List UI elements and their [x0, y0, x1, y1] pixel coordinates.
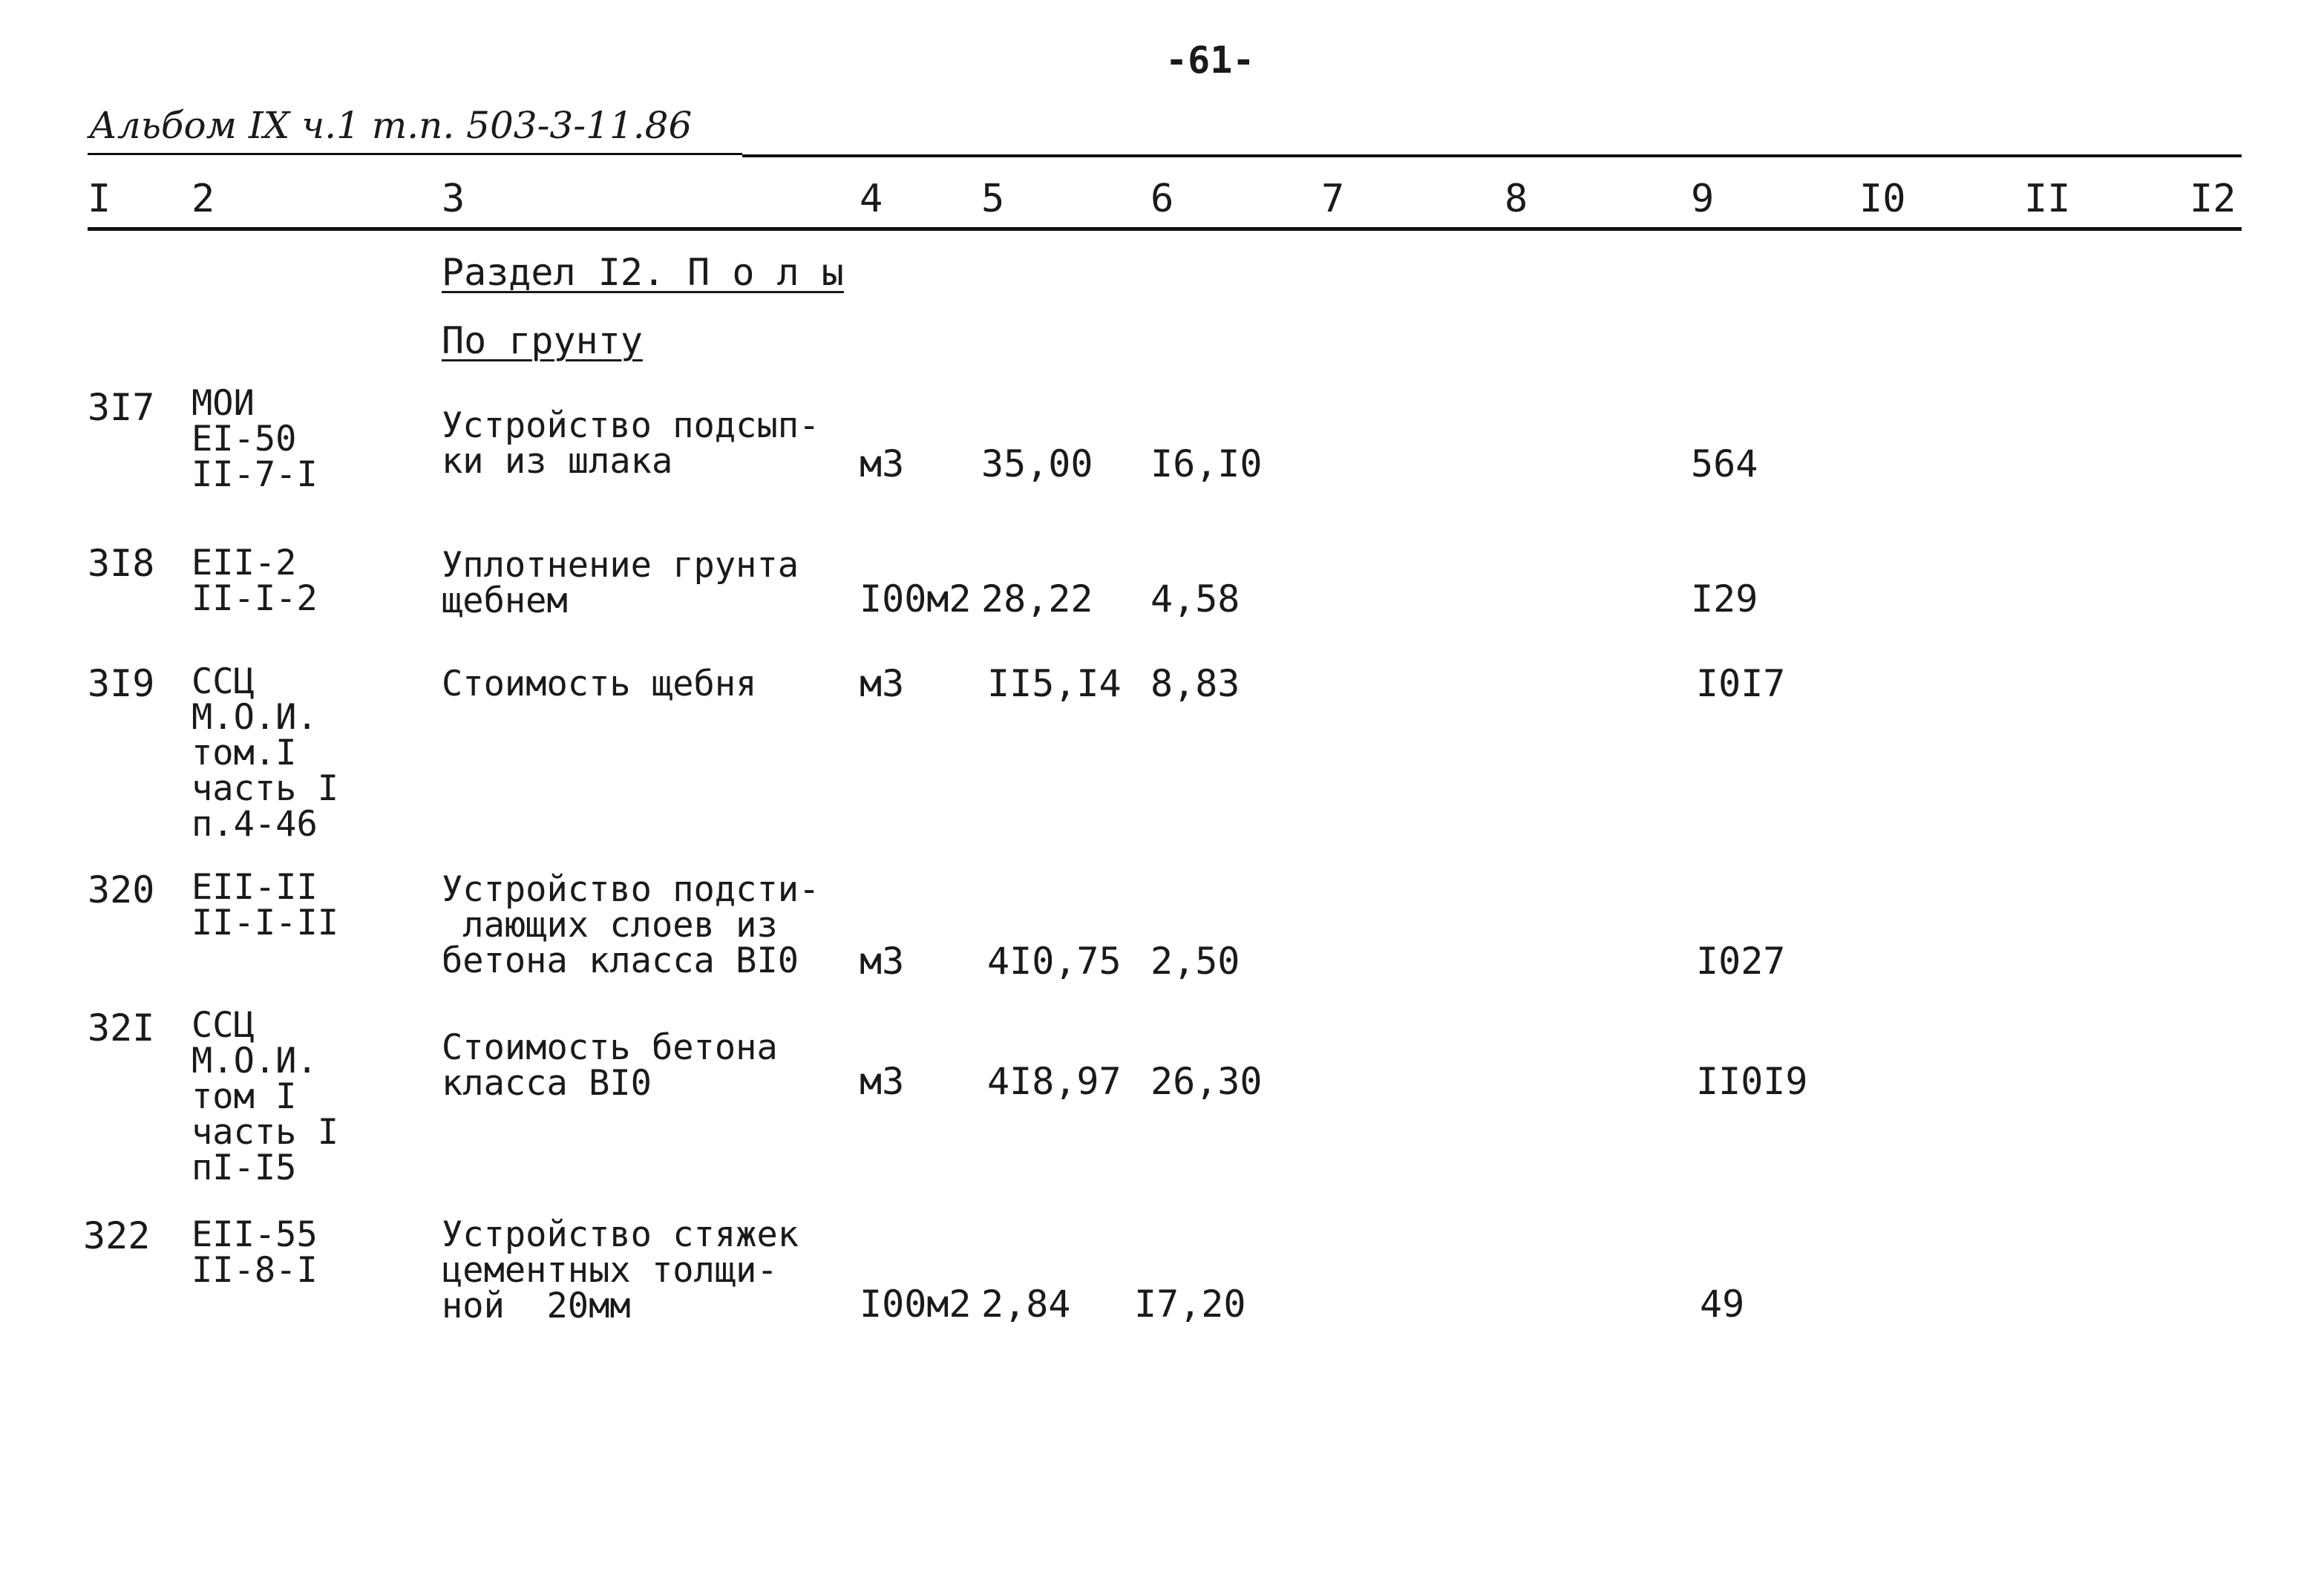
- row-description: Устройство подсып- ки из шлака: [442, 405, 820, 482]
- col-number-4: 4: [860, 177, 883, 221]
- row-unit: I00м2: [860, 1283, 972, 1326]
- row-number: 3I8: [88, 542, 155, 585]
- row-unit-price: I7,20: [1134, 1283, 1246, 1326]
- col-number-9: 9: [1691, 177, 1715, 221]
- row-total: 564: [1691, 442, 1758, 485]
- album-underline: [88, 153, 742, 155]
- row-code: МОИ EI-50 II-7-I: [192, 383, 318, 495]
- row-quantity: 35,00: [981, 442, 1093, 485]
- row-quantity: 28,22: [981, 577, 1093, 621]
- row-quantity: 4I8,97: [987, 1060, 1122, 1103]
- row-unit-price: 2,50: [1150, 940, 1240, 983]
- row-unit-price: 4,58: [1150, 577, 1240, 621]
- row-total: II0I9: [1696, 1060, 1808, 1103]
- row-quantity: II5,I4: [987, 662, 1122, 705]
- row-code: EII-2 II-I-2: [192, 543, 318, 619]
- row-unit: м3: [860, 442, 905, 485]
- section-title: Раздел I2. П о л ы: [442, 251, 844, 294]
- row-number: 32I: [88, 1006, 155, 1050]
- header-rule: [88, 227, 2242, 231]
- row-total: 49: [1700, 1283, 1745, 1326]
- row-number: 3I7: [88, 386, 155, 429]
- col-number-11: II: [2024, 177, 2071, 221]
- row-unit: I00м2: [860, 577, 972, 621]
- row-unit-price: I6,I0: [1150, 442, 1263, 485]
- col-number-7: 7: [1321, 177, 1345, 221]
- row-description: Стоимость щебня: [442, 664, 757, 704]
- col-number-3: 3: [442, 177, 465, 221]
- row-description: Устройство подсти- лающих слоев из бетона класса BI0: [442, 869, 820, 981]
- page-number: -61-: [1165, 39, 1255, 82]
- row-code: ССЦ М.О.И. том.I часть I п.4-46: [192, 661, 339, 845]
- col-number-2: 2: [192, 177, 215, 221]
- album-reference: Альбом IX ч.1 т.п. 503-3-11.86: [89, 104, 693, 147]
- row-unit: м3: [860, 940, 905, 983]
- row-total: I0I7: [1696, 662, 1786, 705]
- col-number-6: 6: [1150, 177, 1174, 221]
- top-rule: [742, 154, 2242, 157]
- row-code: EII-55 II-8-I: [192, 1214, 318, 1291]
- col-number-5: 5: [981, 177, 1005, 221]
- row-total: I29: [1691, 577, 1758, 621]
- row-unit: м3: [860, 662, 905, 705]
- row-quantity: 2,84: [981, 1283, 1071, 1326]
- col-number-12: I2: [2190, 177, 2236, 221]
- col-number-1: I: [88, 177, 111, 221]
- row-unit: м3: [860, 1060, 905, 1103]
- row-total: I027: [1696, 940, 1786, 983]
- row-number: 320: [88, 868, 155, 911]
- row-number: 3I9: [88, 662, 155, 705]
- row-description: Устройство стяжек цементных толщи- ной 20мм: [442, 1214, 799, 1326]
- row-description: Стоимость бетона класса BI0: [442, 1027, 778, 1104]
- col-number-10: I0: [1859, 177, 1906, 221]
- row-code: EII-II II-I-II: [192, 867, 339, 943]
- section-subtitle: По грунту: [442, 319, 643, 362]
- col-number-8: 8: [1505, 177, 1528, 221]
- row-unit-price: 26,30: [1150, 1060, 1263, 1103]
- row-description: Уплотнение грунта щебнем: [442, 545, 799, 621]
- row-number: 322: [83, 1214, 151, 1257]
- row-quantity: 4I0,75: [987, 940, 1122, 983]
- row-unit-price: 8,83: [1150, 662, 1240, 705]
- row-code: ССЦ М.О.И. том I часть I пI-I5: [192, 1005, 339, 1188]
